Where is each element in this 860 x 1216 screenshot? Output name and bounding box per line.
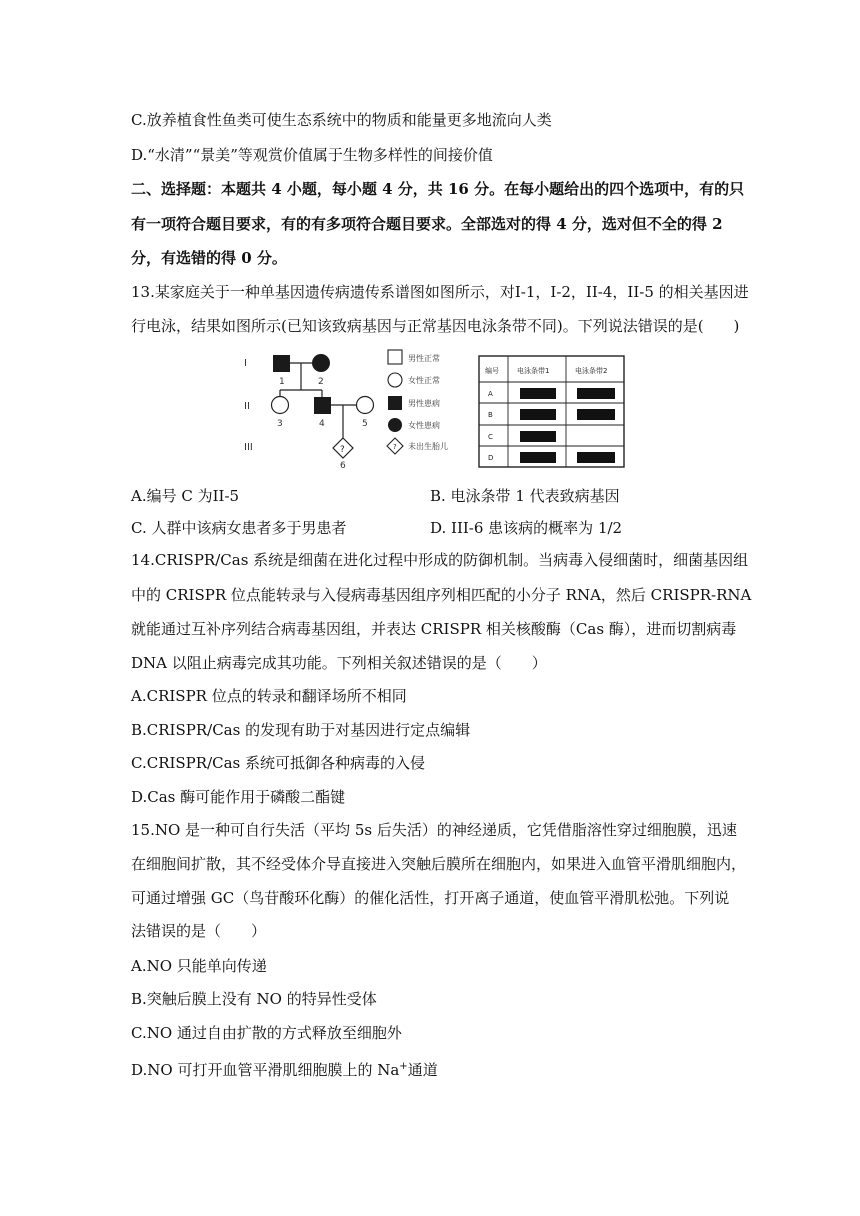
q15-option-c: C.NO 通过自由扩散的方式释放至细胞外 — [131, 1024, 402, 1042]
q13-option-c: C. 人群中该病女患者多于男患者 — [131, 519, 347, 537]
number-4: 4 — [319, 419, 325, 429]
table-row-id-B: B — [488, 411, 493, 419]
section-heading-line-2: 有一项符合题目要求，有的有多项符合题目要求。全部选对的得 4 分，选对但不全的得 2 — [131, 215, 723, 233]
q14-option-a: A.CRISPR 位点的转录和翻译场所不相同 — [131, 687, 407, 705]
legend-normal-female: 女性正常 — [408, 376, 440, 385]
table-row-id-C: C — [488, 433, 493, 441]
band2-row-A — [577, 388, 615, 399]
sodium-charge: + — [399, 1061, 408, 1072]
q15-option-d-text: D.NO 可打开血管平滑肌细胞膜上的 Na — [131, 1061, 400, 1079]
table-row-id-A: A — [488, 390, 493, 398]
legend-normal-male: 男性正常 — [408, 354, 440, 363]
band1-row-C — [520, 431, 556, 442]
number-2: 2 — [318, 377, 324, 387]
number-6: 6 — [340, 461, 346, 471]
q14-option-b: B.CRISPR/Cas 的发现有助于对基因进行定点编辑 — [131, 721, 471, 739]
band1-row-A — [520, 388, 556, 399]
table-row-id-D: D — [488, 454, 494, 462]
table-header-band2: 电泳条带2 — [575, 367, 608, 375]
electrophoresis-table — [478, 355, 625, 468]
q14-stem-line-2: 中的 CRISPR 位点能转录与入侵病毒基因组序列相匹配的小分子 RNA，然后 CRISPR-RNA — [131, 586, 752, 604]
q15-option-d — [131, 1057, 743, 1080]
gen-label-1: I — [244, 358, 247, 369]
q15-stem-line-1: 15.NO 是一种可自行失活（平均 5s 后失活）的神经递质，它凭借脂溶性穿过细胞膜，迅速 — [131, 821, 737, 839]
q15-option-d-suffix: 通道 — [407, 1061, 438, 1079]
individual-II-3-normal-female — [272, 397, 289, 414]
q13-option-b: B. 电泳条带 1 代表致病基因 — [430, 487, 620, 505]
q15-option-a: A.NO 只能单向传递 — [131, 957, 267, 975]
q14-stem-line-1: 14.CRISPR/Cas 系统是细菌在进化过程中形成的防御机制。当病毒入侵细菌时，细菌基因组 — [131, 551, 749, 569]
legend-affected-female-icon — [388, 418, 402, 432]
legend-unborn-mark: ? — [393, 443, 397, 451]
q14-option-d: D.Cas 酶可能作用于磷酸二酯键 — [131, 788, 346, 806]
q15-stem-line-2: 在细胞间扩散，其不经受体介导直接进入突触后膜所在细胞内，如果进入血管平滑肌细胞内， — [131, 855, 747, 873]
band1-row-B — [520, 409, 556, 420]
prev-option-d: D.“水清”“景美”等观赏价值属于生物多样性的间接价值 — [131, 146, 493, 164]
table-header-id: 编号 — [485, 367, 499, 375]
legend-normal-female-icon — [388, 373, 402, 387]
band2-row-D — [577, 452, 615, 463]
band2-row-B — [577, 409, 615, 420]
legend-unborn: 未出生胎儿 — [408, 442, 448, 451]
q15-stem-line-4: 法错误的是（ ） — [131, 922, 267, 940]
q15-stem-line-3: 可通过增强 GC（鸟苷酸环化酶）的催化活性，打开离子通道，使血管平滑肌松弛。下列说 — [131, 889, 730, 907]
table-header-band1: 电泳条带1 — [517, 367, 550, 375]
gen-label-2: II — [244, 401, 250, 412]
individual-I-1-affected-male — [273, 355, 290, 372]
q13-stem-line-2: 行电泳，结果如图所示(已知该致病基因与正常基因电泳条带不同)。下列说法错误的是( ) — [131, 317, 740, 335]
q13-option-d: D. III-6 患该病的概率为 1/2 — [430, 519, 623, 537]
band1-row-D — [520, 452, 556, 463]
individual-II-4-affected-male — [314, 397, 331, 414]
q15-option-b: B.突触后膜上没有 NO 的特异性受体 — [131, 990, 377, 1008]
number-5: 5 — [362, 419, 368, 429]
legend-affected-female: 女性患病 — [408, 421, 440, 430]
section-heading-line-3: 分，有选错的得 0 分。 — [131, 249, 287, 267]
q13-stem-line-1: 13.某家庭关于一种单基因遗传病遗传系谱图如图所示，对I-1，I-2，II-4，II-5 的相关基因进 — [131, 283, 749, 301]
prev-option-c: C.放养植食性鱼类可使生态系统中的物质和能量更多地流向人类 — [131, 111, 552, 129]
pedigree-chart — [236, 346, 472, 472]
unknown-mark: ? — [340, 445, 345, 455]
q13-option-a: A.编号 C 为II-5 — [131, 487, 240, 505]
q14-stem-line-3: 就能通过互补序列结合病毒基因组，并表达 CRISPR 相关核酸酶（Cas 酶），进而切割病毒 — [131, 620, 737, 638]
q14-stem-line-4: DNA 以阻止病毒完成其功能。下列相关叙述错误的是（ ） — [131, 654, 547, 672]
section-heading-line-1: 二、选择题：本题共 4 小题，每小题 4 分，共 16 分。在每小题给出的四个选项中，有的只 — [131, 180, 745, 198]
legend-affected-male-icon — [388, 396, 402, 410]
number-1: 1 — [279, 377, 285, 387]
individual-II-5-normal-female — [357, 397, 374, 414]
gen-label-3: III — [244, 442, 253, 453]
number-3: 3 — [277, 419, 283, 429]
legend-affected-male: 男性患病 — [408, 399, 440, 408]
q14-option-c: C.CRISPR/Cas 系统可抵御各种病毒的入侵 — [131, 754, 426, 772]
individual-I-2-affected-female — [312, 354, 330, 372]
legend-normal-male-icon — [388, 350, 402, 364]
